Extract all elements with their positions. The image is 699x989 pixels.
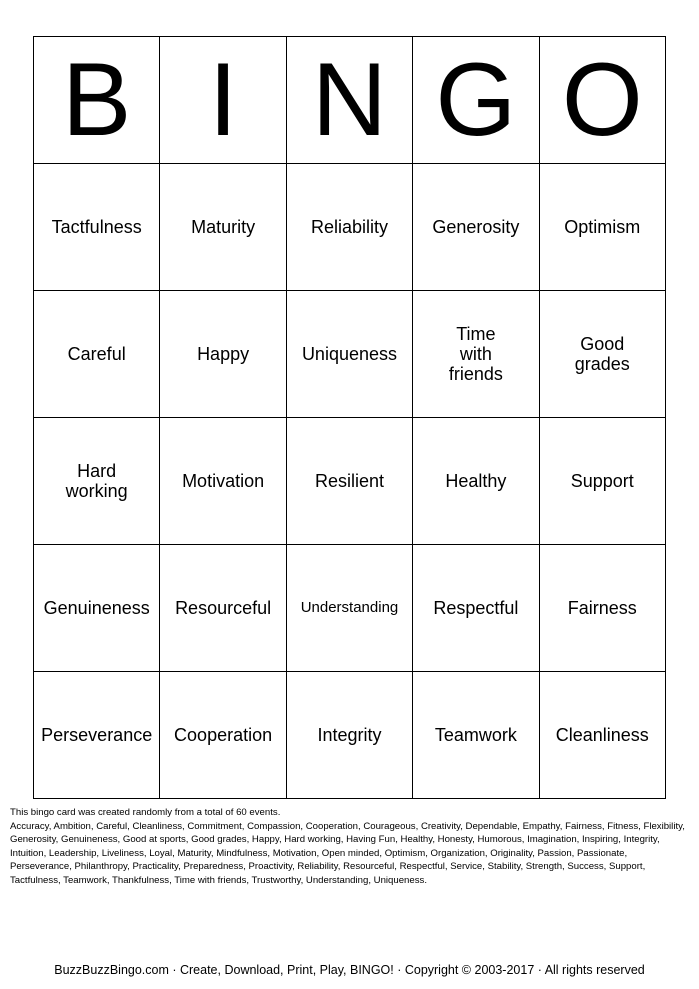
bingo-cell [34,291,160,418]
cell-label: Genuineness [43,598,150,618]
bingo-cell [413,545,539,672]
bingo-row [34,672,666,799]
cell-label: Happy [197,344,250,364]
bingo-cell [286,545,412,672]
cell-label: Resilient [314,471,384,491]
cell-label: Fairness [567,598,637,618]
cell-label: Careful [67,344,126,364]
bingo-cell [539,418,665,545]
cell-label: Understanding [300,599,399,616]
bingo-cell [34,164,160,291]
bingo-cell [160,418,286,545]
header-letter-n: N [286,37,412,164]
bingo-cell [539,164,665,291]
bingo-cell [286,418,412,545]
header-letter-i: I [160,37,286,164]
bingo-cell [286,164,412,291]
bingo-cell [34,672,160,799]
cell-label: Uniqueness [301,344,397,364]
cell-label: Cooperation [174,725,273,745]
cell-label: Motivation [182,471,265,491]
bingo-cell [286,672,412,799]
cell-label: Time with friends [448,324,503,384]
cell-label: Generosity [432,217,520,237]
cell-label: Healthy [445,471,507,491]
cell-label: Integrity [317,725,382,745]
bingo-cell [160,672,286,799]
card-description [10,806,690,887]
bingo-cell [413,164,539,291]
bingo-row [34,164,666,291]
header-letter-o: O [539,37,665,164]
bingo-cell [286,291,412,418]
cell-label: Tactfulness [51,217,142,237]
cell-label: Good grades [574,334,630,374]
bingo-cell [34,418,160,545]
bingo-cell [160,164,286,291]
bingo-cell [34,545,160,672]
bingo-cell [413,418,539,545]
bingo-header-row [34,37,666,164]
bingo-row [34,418,666,545]
header-letter-g: G [413,37,539,164]
bingo-cell [539,291,665,418]
header-letter-b: B [34,37,160,164]
bingo-cell [160,291,286,418]
cell-label: Reliability [310,217,388,237]
bingo-cell [413,672,539,799]
bingo-card [33,36,666,799]
card-description-intro: This bingo card was created randomly from a total of 60 events. [10,807,281,818]
cell-label: Resourceful [175,598,272,618]
cell-label: Respectful [433,598,519,618]
page-footer: BuzzBuzzBingo.com · Create, Download, Print, Play, BINGO! · Copyright © 2003-2017 · All rights reserved [54,963,645,977]
card-event-list: Accuracy, Ambition, Careful, Cleanliness, Commitment, Compassion, Cooperation, Courageous, Creativity, Dependable, Empathy, Fairness, Fitness, Flexibility, Generosity, Genuineness, Good at sports, Good grades, Happy, Hard working, Having Fun, Healthy, Honesty, Humorous, Imagination, Inspiring, Integrity, Intuition, Leadership, Liveliness, Loyal, Maturity, Mindfulness, Motivation, Open minded, Optimism, Organization, Originality, Passion, Passionate, Perseverance, Philanthropy, Practicality, Preparedness, Proactivity, Reliability, Resourceful, Respectful, Service, Stability, Strength, Success, Support, Tactfulness, Teamwork, Thankfulness, Time with friends, Trustworthy, Understanding, Uniqueness. [10,820,685,886]
cell-label: Support [570,471,634,491]
cell-label: Teamwork [434,725,517,745]
bingo-row [34,545,666,672]
bingo-cell [539,672,665,799]
cell-label: Perseverance [41,725,153,745]
cell-label: Cleanliness [555,725,649,745]
bingo-cell [413,291,539,418]
cell-label: Hard working [65,461,128,501]
cell-label: Maturity [191,217,256,237]
bingo-cell [160,545,286,672]
bingo-row [34,291,666,418]
bingo-cell [539,545,665,672]
cell-label: Optimism [564,217,641,237]
